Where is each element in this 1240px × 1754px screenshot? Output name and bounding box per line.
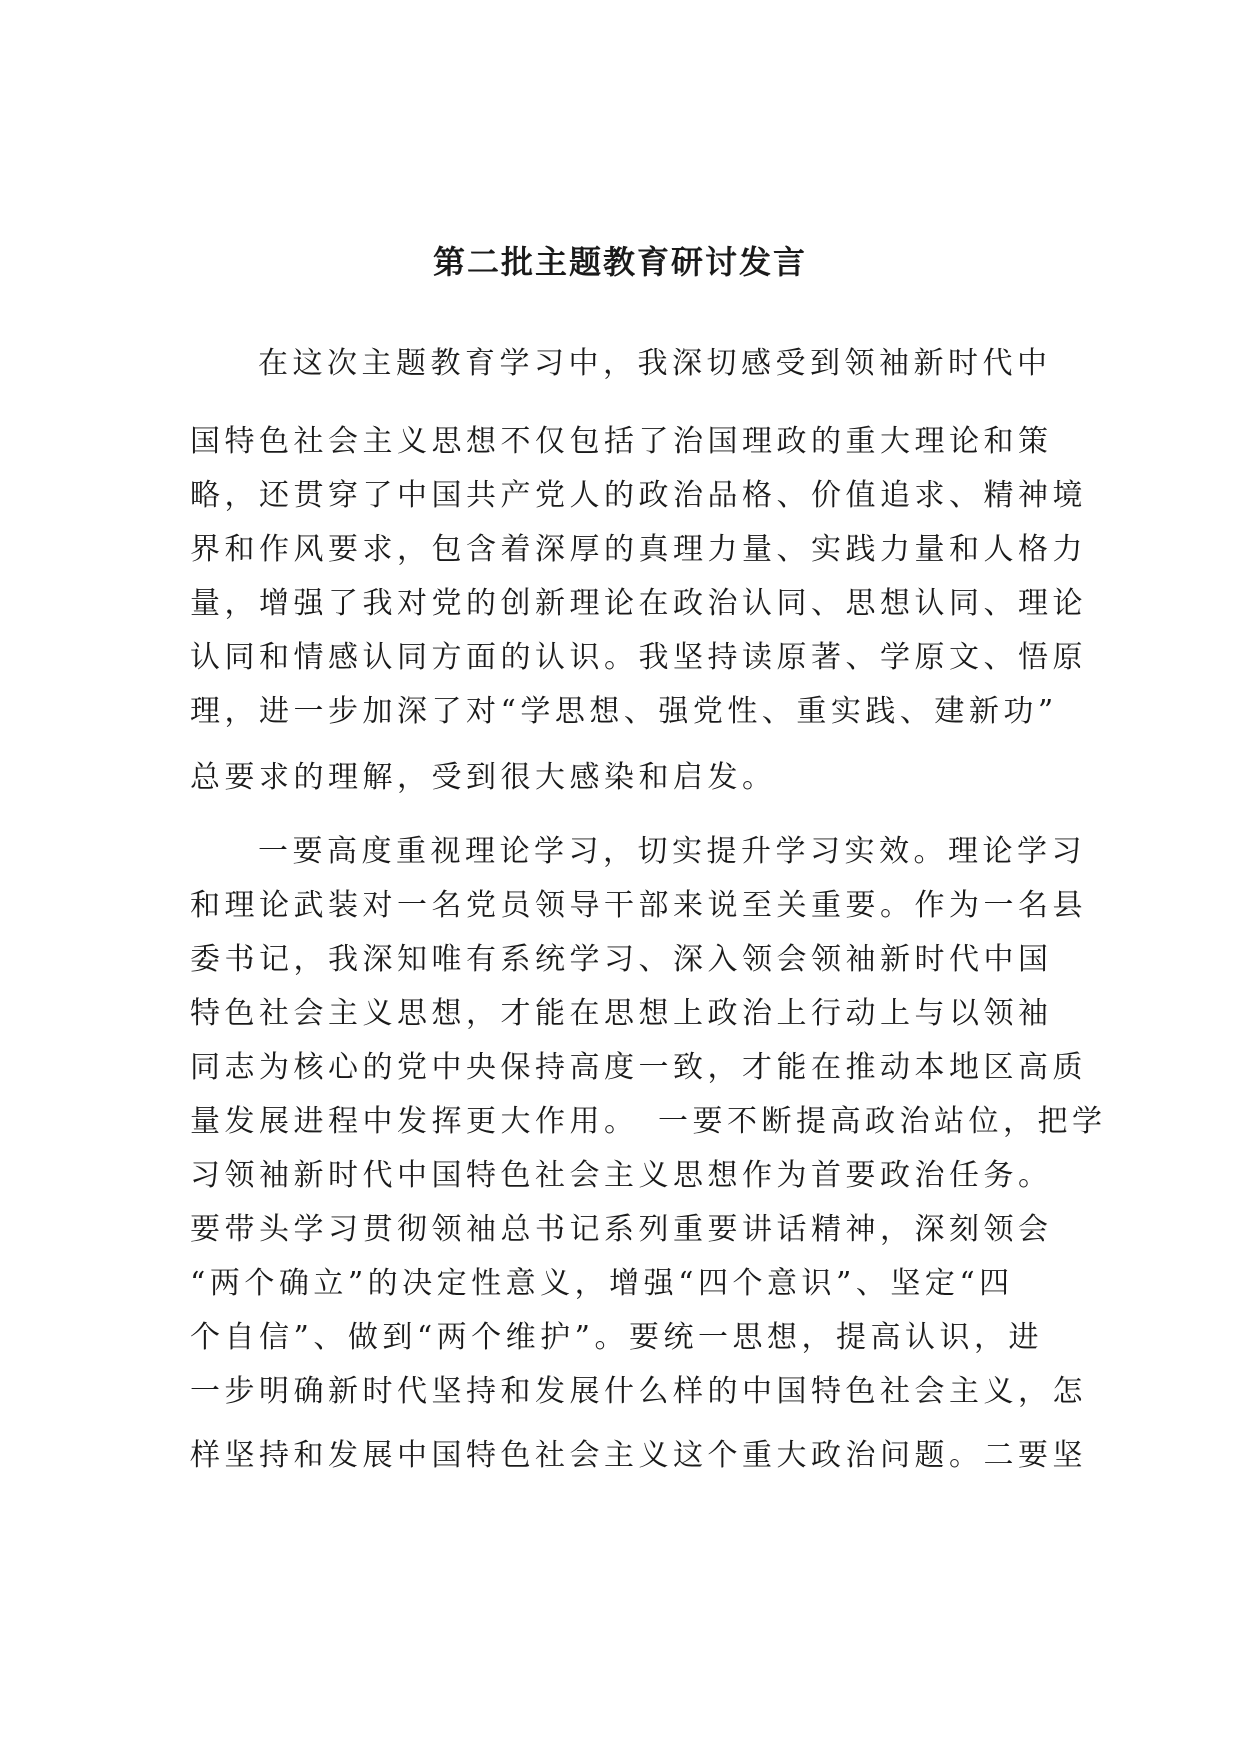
paragraph-line: 量，增强了我对党的创新理论在政治认同、思想认同、理论: [190, 586, 1087, 621]
paragraph-line: 同志为核心的党中央保持高度一致，才能在推动本地区高质: [190, 1050, 1087, 1085]
paragraph-line: “两个确立”的决定性意义，增强“四个意识”、坚定“四: [190, 1266, 1014, 1301]
paragraph-line: 特色社会主义思想，才能在思想上政治上行动上与以领袖: [190, 996, 1053, 1031]
paragraph-line: 习领袖新时代中国特色社会主义思想作为首要政治任务。: [190, 1158, 1053, 1193]
paragraph-line: 一要高度重视理论学习，切实提升学习实效。理论学习: [258, 834, 1086, 869]
paragraph-line: 国特色社会主义思想不仅包括了治国理政的重大理论和策: [190, 424, 1053, 459]
document-title: 第二批主题教育研讨发言: [432, 243, 807, 281]
paragraph-line: 个自信”、做到“两个维护”。要统一思想，提高认识，进: [190, 1320, 1044, 1355]
paragraph-line: 理，进一步加深了对“学思想、强党性、重实践、建新功”: [190, 694, 1058, 729]
paragraph-line: 要带头学习贯彻领袖总书记系列重要讲话精神，深刻领会: [190, 1212, 1053, 1247]
paragraph-line: 委书记，我深知唯有系统学习、深入领会领袖新时代中国: [190, 942, 1053, 977]
paragraph-line: 量发展进程中发挥更大作用。 一要不断提高政治站位，把学: [190, 1104, 1107, 1139]
paragraph-line: 总要求的理解，受到很大感染和启发。: [190, 760, 777, 795]
paragraph-line: 和理论武装对一名党员领导干部来说至关重要。作为一名县: [190, 888, 1087, 923]
paragraph-line: 界和作风要求，包含着深厚的真理力量、实践力量和人格力: [190, 532, 1087, 567]
paragraph-line: 样坚持和发展中国特色社会主义这个重大政治问题。二要坚: [190, 1438, 1087, 1473]
paragraph-line: 在这次主题教育学习中，我深切感受到领袖新时代中: [258, 346, 1052, 381]
paragraph-line: 一步明确新时代坚持和发展什么样的中国特色社会主义，怎: [190, 1374, 1087, 1409]
paragraph-line: 略，还贯穿了中国共产党人的政治品格、价值追求、精神境: [190, 478, 1087, 513]
paragraph-line: 认同和情感认同方面的认识。我坚持读原著、学原文、悟原: [190, 640, 1087, 675]
